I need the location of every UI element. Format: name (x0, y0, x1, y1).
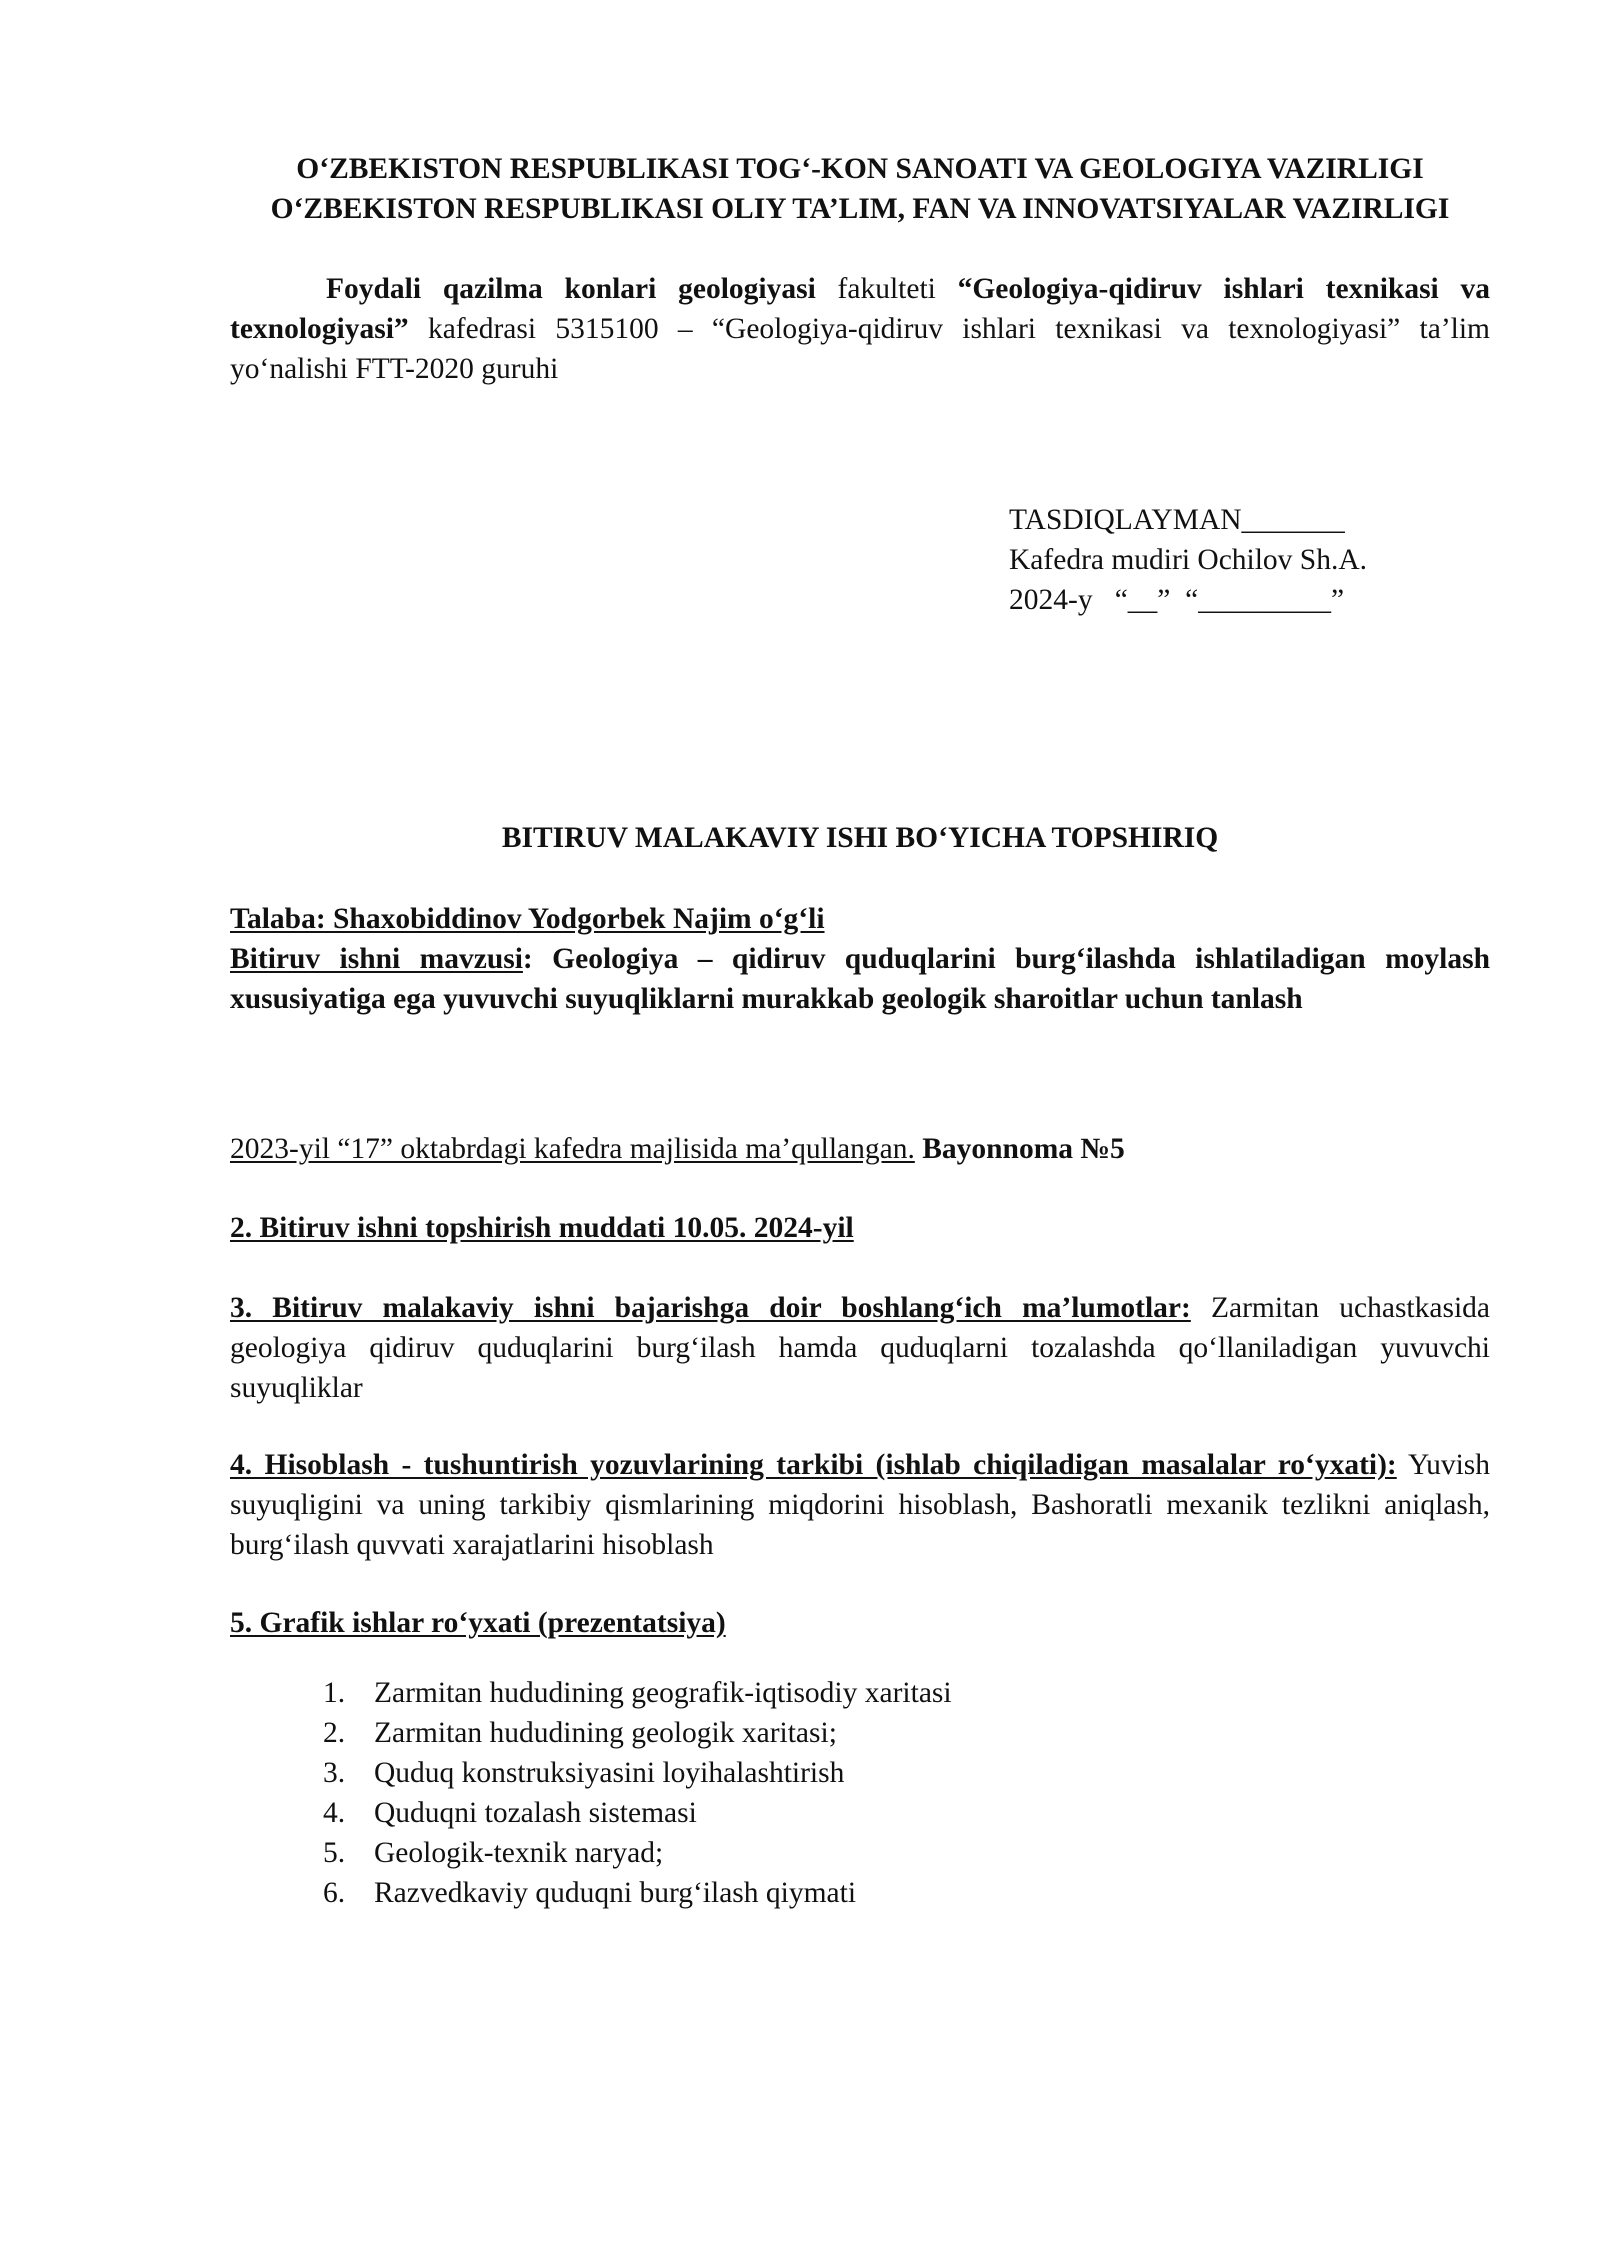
list-item-number: 6. (323, 1877, 346, 1909)
meeting-approval-line (230, 1129, 1490, 1169)
list-item-number: 2. (323, 1717, 346, 1749)
list-item (230, 1833, 1330, 1873)
faculty-word: fakulteti (815, 273, 958, 305)
topic-paragraph (230, 939, 1490, 1019)
graphics-list (230, 1673, 1330, 1913)
department-name: “Geologiya-qidiruv ishlari texnikasi va texnologiyasi” (230, 273, 1490, 345)
section-4-text: Yuvish suyuqligini va uning tarkibiy qismlarining miqdorini hisoblash, Bashoratli mexanik tezlikni aniqlash, burg‘ilash quvvati xarajatlarini hisoblash (230, 1449, 1490, 1561)
list-item (230, 1673, 1330, 1713)
section-3-text: Zarmitan uchastkasida geologiya qidiruv quduqlarini burg‘ilash hamda quduqlarni tozalashda qo‘llaniladigan yuvuvchi suyuqliklar (230, 1292, 1490, 1404)
list-item-number: 3. (323, 1757, 346, 1789)
list-item-text: Zarmitan hududining geologik xaritasi; (374, 1717, 837, 1749)
ministry-line-2: O‘ZBEKISTON RESPUBLIKASI OLIY TA’LIM, FAN VA INNOVATSIYALAR VAZIRLIGI (270, 193, 1450, 225)
list-item-text: Razvedkaviy quduqni burg‘ilash qiymati (374, 1877, 857, 1909)
approval-block (1009, 500, 1529, 620)
ministry-line-1: O‘ZBEKISTON RESPUBLIKASI TOG‘-KON SANOATI VA GEOLOGIYA VAZIRLIGI (296, 153, 1424, 185)
section-3 (230, 1288, 1490, 1408)
list-item-text: Quduq konstruksiyasini loyihalashtirish (374, 1757, 845, 1789)
list-item-number: 5. (323, 1837, 346, 1869)
section-5 (230, 1603, 1490, 1643)
section-4 (230, 1445, 1490, 1565)
topic-colon: : (522, 943, 553, 975)
topic-label: Bitiruv ishni mavzusi (230, 943, 523, 975)
list-item-number: 4. (323, 1797, 346, 1829)
approval-line-2: Kafedra mudiri Ochilov Sh.A. (1009, 544, 1368, 576)
section-2 (230, 1208, 1490, 1248)
list-item-number: 1. (323, 1677, 346, 1709)
meeting-approval-text: 2023-yil “17” oktabrdagi kafedra majlisida ma’qullangan. (230, 1133, 915, 1165)
topic-text: Geologiya – qidiruv quduqlarini burg‘ilashda ishlatiladigan moylash xususiyatiga ega yuvuvchi suyuqliklarni murakkab geologik sharoitlar uchun tanlash (230, 943, 1491, 1015)
ministry-header (230, 149, 1490, 229)
section-5-heading: 5. Grafik ishlar ro‘yxati (prezentatsiya) (230, 1607, 726, 1639)
list-item (230, 1753, 1330, 1793)
department-rest: kafedrasi 5315100 – “Geologiya-qidiruv ishlari texnikasi va texnologiyasi” ta’lim yo‘nalishi FTT-2020 guruhi (230, 313, 1490, 385)
section-2-text: 2. Bitiruv ishni topshirish muddati 10.05. 2024-yil (230, 1212, 854, 1244)
list-item-text: Quduqni tozalash sistemasi (374, 1797, 697, 1829)
list-item (230, 1793, 1330, 1833)
list-item (230, 1873, 1330, 1913)
list-item-text: Geologik-texnik naryad; (374, 1837, 664, 1869)
student-line (230, 899, 1490, 939)
approval-line-1: TASDIQLAYMAN_______ (1009, 504, 1345, 536)
faculty-paragraph (230, 269, 1490, 389)
section-4-heading: 4. Hisoblash - tushuntirish yozuvlarining tarkibi (ishlab chiqiladigan masalalar ro‘yxati): (230, 1449, 1397, 1481)
document-title: BITIRUV MALAKAVIY ISHI BO‘YICHA TOPSHIRIQ (501, 822, 1219, 854)
student-label-name: Talaba: Shaxobiddinov Yodgorbek Najim o‘g‘li (230, 903, 825, 935)
section-3-heading: 3. Bitiruv malakaviy ishni bajarishga doir boshlang‘ich ma’lumotlar: (230, 1292, 1191, 1324)
list-item-text: Zarmitan hududining geografik-iqtisodiy xaritasi (374, 1677, 952, 1709)
list-item (230, 1713, 1330, 1753)
approval-line-3: 2024-y “__” “_________” (1009, 584, 1345, 616)
protocol-number: Bayonnoma №5 (922, 1133, 1125, 1165)
faculty-name: Foydali qazilma konlari geologiyasi (326, 273, 816, 305)
